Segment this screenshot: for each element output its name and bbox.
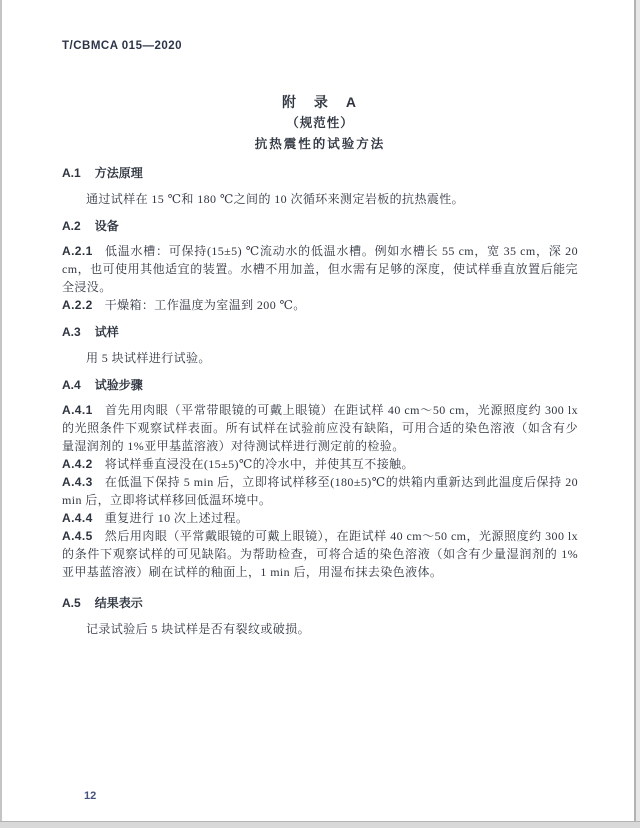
section-title: 试验步骤 [94, 378, 143, 392]
appendix-title-block [62, 92, 578, 155]
section-a1 [62, 165, 578, 208]
clause-list [62, 242, 578, 314]
page-content [62, 0, 578, 638]
section-heading [62, 324, 578, 340]
section-number: A.4 [62, 378, 81, 392]
section-number: A.2 [62, 219, 81, 233]
clause [62, 296, 578, 314]
clause-number: A.4.3 [62, 475, 93, 489]
clause-number: A.4.5 [62, 529, 93, 543]
section-number: A.5 [62, 596, 81, 610]
section-title: 结果表示 [94, 596, 143, 610]
section-paragraph: 用 5 块试样进行试验。 [86, 351, 211, 365]
clause [62, 242, 578, 296]
clause-text: 重复进行 10 次上述过程。 [104, 511, 249, 525]
scan-edge-left [0, 0, 2, 828]
section-number: A.3 [62, 325, 81, 339]
section-title: 方法原理 [94, 166, 143, 180]
clause-list [62, 401, 578, 581]
clause-text: 在低温下保持 5 min 后，立即将试样移至(180±5)℃的烘箱内重新达到此温度后保持 20 min 后，立即将试样移回低温环境中。 [62, 475, 578, 507]
scan-edge-right [634, 0, 640, 828]
scan-edge-bottom [0, 821, 640, 828]
clause-text: 将试样垂直浸没在(15±5)℃的冷水中，并使其互不接触。 [104, 457, 414, 471]
clause [62, 509, 578, 527]
section-title: 试样 [94, 325, 119, 339]
section-heading [62, 377, 578, 393]
clause-text: 低温水槽：可保持(15±5) ℃流动水的低温水槽。例如水槽长 55 cm，宽 35 cm，深 20 cm，也可使用其他适宜的装置。水槽不用加盖，但水需有足够的深度，使试样垂直放置后能完全浸没。 [62, 244, 578, 294]
section-paragraph: 记录试验后 5 块试样是否有裂纹或破损。 [86, 622, 311, 636]
clause-text: 干燥箱：工作温度为室温到 200 ℃。 [104, 298, 306, 312]
clause-number: A.4.2 [62, 457, 93, 471]
section-heading [62, 595, 578, 611]
section-title: 设备 [94, 219, 119, 233]
section-number: A.1 [62, 166, 81, 180]
appendix-label: 附 录 A [281, 94, 359, 110]
section-a3 [62, 324, 578, 367]
clause-number: A.4.1 [62, 403, 93, 417]
normative-label: （规范性） [286, 116, 354, 130]
doc-header [62, 0, 578, 52]
section-a5 [62, 595, 578, 638]
page-number: 12 [84, 790, 97, 802]
clause [62, 455, 578, 473]
clause-number: A.2.1 [62, 244, 93, 258]
clause-number: A.2.2 [62, 298, 93, 312]
appendix-name: 抗热震性的试验方法 [254, 137, 386, 151]
section-heading [62, 218, 578, 234]
section-heading [62, 165, 578, 181]
clause-text: 然后用肉眼（平常戴眼镜的可戴上眼镜），在距试样 40 cm～50 cm，光源照度约 300 lx 的条件下观察试样的可见缺陷。为帮助检查，可将合适的染色溶液（如含有少量湿润剂的 1%亚甲基蓝溶液）刷在试样的釉面上，1 min 后，用湿布抹去染色液体。 [62, 529, 578, 579]
standard-code: T/CBMCA 015—2020 [62, 40, 183, 52]
clause [62, 473, 578, 509]
clause-number: A.4.4 [62, 511, 93, 525]
section-a2 [62, 218, 578, 314]
clause [62, 527, 578, 581]
section-paragraph: 通过试样在 15 ℃和 180 ℃之间的 10 次循环来测定岩板的抗热震性。 [86, 192, 465, 206]
clause-text: 首先用肉眼（平常带眼镜的可戴上眼镜）在距试样 40 cm～50 cm，光源照度约 300 lx 的光照条件下观察试样表面。所有试样在试验前应没有缺陷，可用合适的染色溶液（如含有少量湿润剂的 1%亚甲基蓝溶液）对待测试样进行测定前的检验。 [62, 403, 578, 453]
clause [62, 401, 578, 455]
section-a4 [62, 377, 578, 581]
